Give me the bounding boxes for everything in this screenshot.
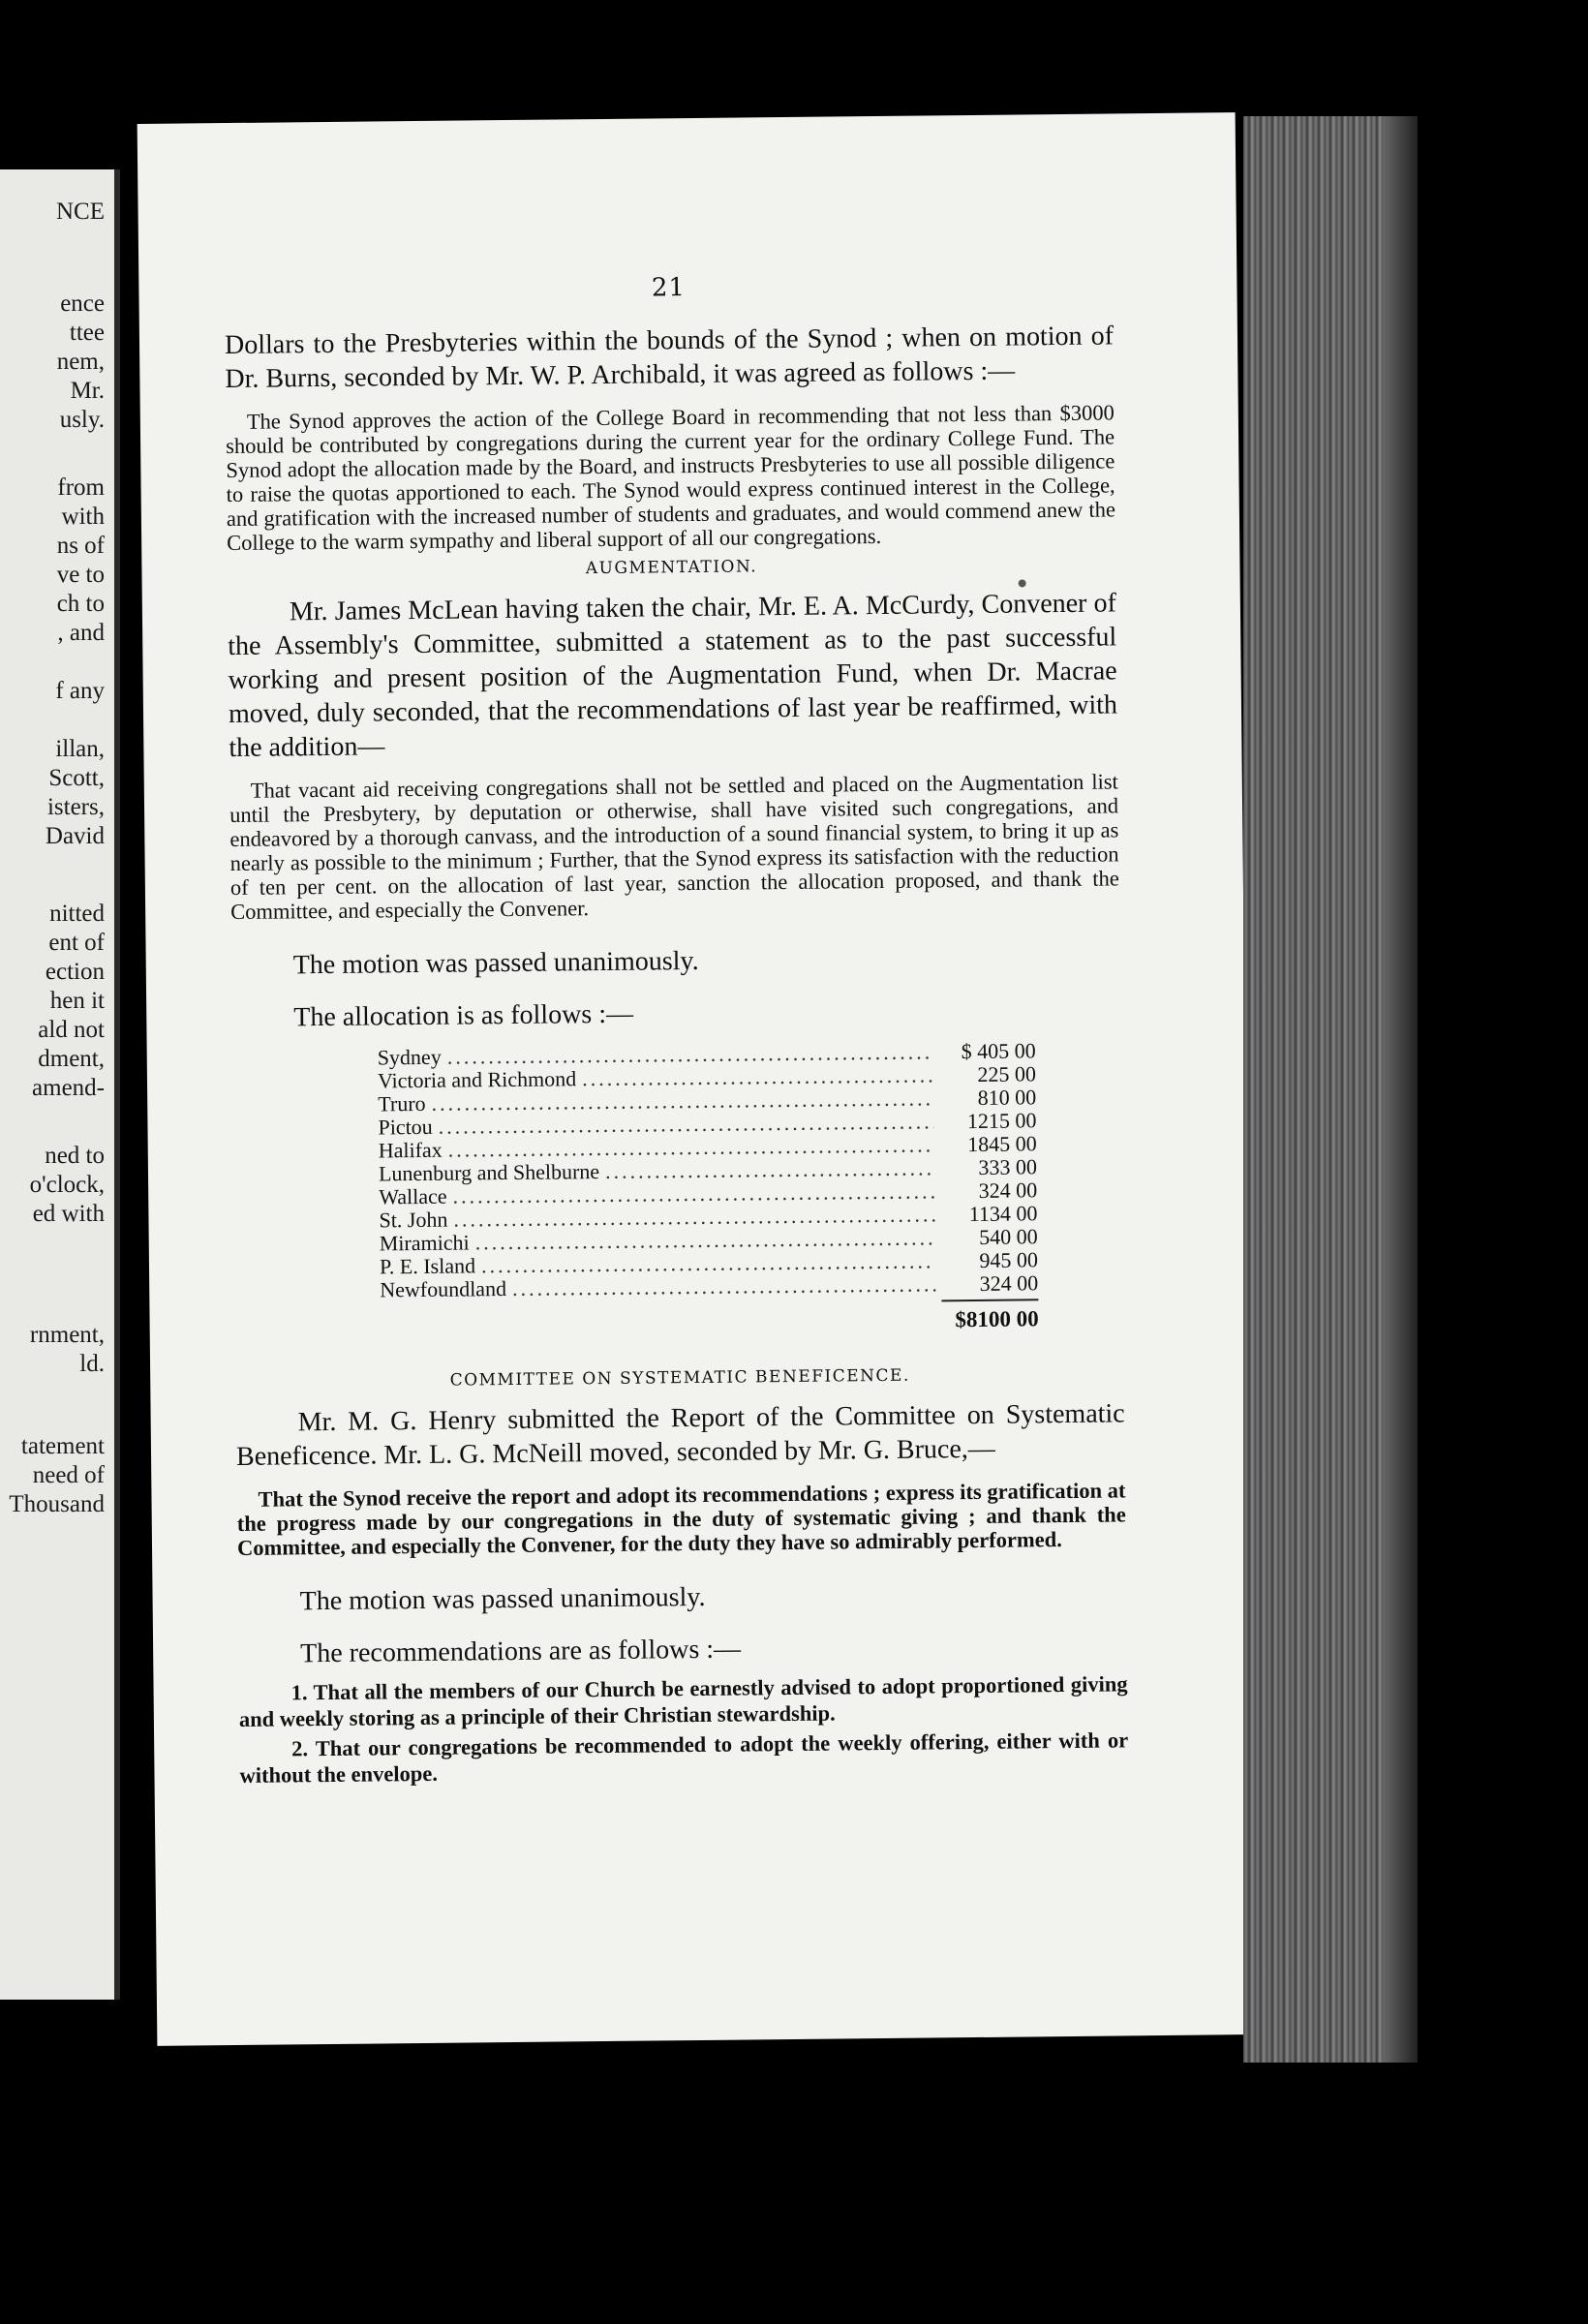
recommendation-item: 1. That all the members of our Church be earnestly advised to adopt proportioned giving and weekly storing as a principle of their Christian stewardship.: [238, 1671, 1128, 1731]
book-page: [137, 112, 1256, 2046]
allocation-presbytery: Sydney: [377, 1044, 442, 1070]
facing-page-line: amend-: [32, 1075, 105, 1101]
allocation-intro: The allocation is as follows :—: [293, 998, 634, 1033]
facing-page-line: need of: [32, 1462, 105, 1488]
facing-page-line: David: [45, 823, 105, 849]
leader-dots: [512, 1272, 935, 1300]
total-rule: [941, 1299, 1038, 1301]
beneficence-heading: COMMITTEE ON SYSTEMATIC BENEFICENCE.: [449, 1365, 910, 1391]
allocation-amount: 810 00: [977, 1085, 1037, 1110]
allocation-presbytery: Wallace: [379, 1183, 447, 1209]
facing-page-line: tatement: [20, 1433, 105, 1459]
beneficence-resolution: That the Synod receive the report and adopt its recommendations ; express its gratification at the progress made by our congregations in the duty of systematic giving ; and thank the Committee, and especially the Convener, for the duty they have so admirably performed.: [236, 1478, 1126, 1560]
facing-page-line: from: [57, 474, 105, 501]
facing-page-line: ttee: [69, 320, 105, 346]
facing-page-line: ch to: [56, 591, 105, 617]
allocation-amount: 1845 00: [967, 1131, 1037, 1157]
facing-page-line: ve to: [56, 562, 105, 588]
facing-page-line: ent of: [48, 930, 105, 956]
leader-dots: [605, 1156, 934, 1183]
facing-page-line: f any: [55, 678, 105, 704]
allocation-amount: 945 00: [979, 1247, 1039, 1272]
allocation-table: [378, 1039, 1039, 1338]
allocation-presbytery: Truro: [378, 1090, 426, 1116]
ink-smudge: [1019, 579, 1026, 587]
facing-page-line: , and: [57, 620, 105, 646]
motion-passed: The motion was passed unanimously.: [292, 945, 699, 981]
facing-page-line: ed with: [32, 1201, 105, 1227]
facing-page-line: illan,: [55, 736, 105, 762]
allocation-total: $8100 00: [955, 1306, 1039, 1332]
facing-page-fragment: [0, 169, 120, 2000]
facing-page-line: usly.: [59, 407, 105, 433]
augmentation-paragraph: Mr. James McLean having taken the chair, Mr. E. A. McCurdy, Convener of the Assembly's Committee, submitted a statement as to the past successful working and present position of the Augmentation Fund, when Dr. Macrae moved, duly seconded, that the recommendations of last year be reaffirmed, with the addition—: [228, 588, 1118, 764]
augmentation-heading: AUGMENTATION.: [585, 557, 758, 579]
facing-page-line: ection: [45, 959, 105, 985]
allocation-amount: $ 405 00: [961, 1038, 1036, 1064]
allocation-amount: 540 00: [979, 1224, 1038, 1249]
allocation-presbytery: Newfoundland: [380, 1276, 507, 1302]
facing-page-line: nem,: [56, 349, 105, 375]
book-page-edges: [1243, 116, 1418, 2063]
allocation-amount: 333 00: [978, 1154, 1038, 1179]
allocation-presbytery: Victoria and Richmond: [377, 1066, 577, 1093]
recommendations-intro: The recommendations are as follows :—: [300, 1634, 742, 1669]
allocation-presbytery: P. E. Island: [379, 1253, 476, 1279]
allocation-presbytery: Lunenburg and Shelburne: [378, 1159, 600, 1186]
allocation-amount: 225 00: [977, 1061, 1037, 1086]
facing-page-line: hen it: [49, 988, 105, 1014]
facing-page-line: NCE: [56, 199, 105, 225]
opening-paragraph: Dollars to the Presbyteries within the bounds of the Synod ; when on motion of Dr. Burns, seconded by Mr. W. P. Archibald, it was agreed as follows :—: [224, 321, 1115, 395]
allocation-presbytery: Miramichi: [379, 1230, 470, 1256]
facing-page-line: ned to: [45, 1143, 105, 1169]
facing-page-line: isters,: [46, 794, 105, 820]
page-content: [224, 268, 1128, 1792]
facing-page-line: ld.: [79, 1351, 105, 1377]
facing-page-line: ence: [60, 290, 105, 317]
facing-page-line: dment,: [38, 1046, 105, 1072]
facing-page-line: ald not: [38, 1017, 105, 1043]
allocation-amount: 324 00: [978, 1177, 1038, 1203]
facing-page-line: with: [61, 504, 105, 530]
allocation-amount: 1215 00: [966, 1108, 1037, 1134]
allocation-row: [380, 1271, 1038, 1301]
facing-page-line: o'clock,: [29, 1172, 105, 1198]
allocation-amount: 1134 00: [968, 1201, 1038, 1227]
allocation-presbytery: Pictou: [378, 1114, 433, 1140]
allocation-presbytery: St. John: [379, 1207, 448, 1233]
facing-page-line: nitted: [49, 901, 105, 927]
facing-page-line: Scott,: [48, 765, 105, 791]
facing-page-line: ns of: [56, 533, 105, 559]
college-resolution: The Synod approves the action of the College Board in recommending that not less than $3000 should be contributed by congregations during the current year for the ordinary College Fund. The Synod adopt the allocation made by the Board, and instructs Presbyteries to use all possible diligence to raise the quotas apportioned to each. The Synod would express continued interest in the College, and gratification with the increased number of students and graduates, and would commend anew the College to the warm sympathy and liberal support of all our congregations.: [225, 400, 1115, 556]
augmentation-resolution: That vacant aid receiving congregations shall not be settled and placed on the Augmentation list until the Presbytery, by deputation or otherwise, shall have visited such congregations, and endeavored by a thorough canvass, and the introduction of a sound financial system, to bring it up as nearly as possible to the minimum ; Further, that the Synod express its satisfaction with the reduction of ten per cent. on the allocation of last year, sanction the allocation proposed, and thank the Committee, and especially the Convener.: [229, 769, 1119, 925]
facing-page-line: rnment,: [29, 1322, 105, 1348]
page-number: 21: [651, 273, 687, 303]
allocation-amount: 324 00: [979, 1270, 1039, 1296]
beneficence-paragraph: Mr. M. G. Henry submitted the Report of the Committee on Systematic Beneficence. Mr. L. G. McNeill moved, seconded by Mr. G. Bruce,—: [235, 1398, 1125, 1472]
facing-page-line: Mr.: [70, 378, 105, 404]
allocation-presbytery: Halifax: [378, 1137, 443, 1163]
motion-passed-second: The motion was passed unanimously.: [299, 1581, 706, 1617]
facing-page-line: Thousand: [9, 1491, 105, 1517]
recommendation-item: 2. That our congregations be recommended to adopt the weekly offering, either with or without the envelope.: [239, 1728, 1129, 1788]
